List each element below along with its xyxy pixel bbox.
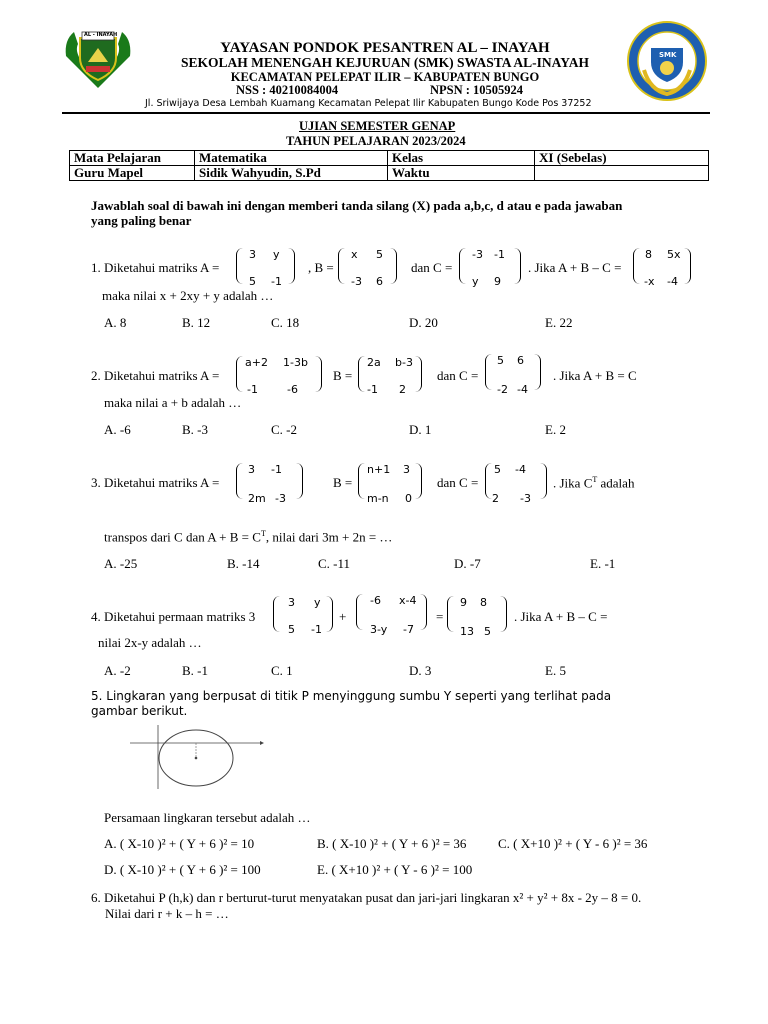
table-cell: Sidik Wahyudin, S.Pd	[195, 166, 388, 181]
matrix-cell: -x	[644, 275, 655, 288]
q4-matrix-c	[447, 596, 507, 638]
q3-suffix	[553, 475, 634, 491]
matrix-cell: 2m	[248, 492, 266, 505]
q5-option-e[interactable]: E. ( X+10 )² + ( Y - 6 )² = 100	[317, 862, 473, 877]
q1-c-label: dan C =	[411, 260, 453, 275]
exam-title: UJIAN SEMESTER GENAP	[299, 119, 456, 133]
q5-line-2: gambar berikut.	[91, 704, 188, 718]
matrix-cell: 1-3b	[283, 356, 308, 369]
q3-line-2-sup: T	[260, 529, 266, 538]
foundation-name: YAYASAN PONDOK PESANTREN AL – INAYAH	[220, 40, 550, 56]
district-line: KECAMATAN PELEPAT ILIR – KABUPATEN BUNGO	[230, 70, 540, 84]
matrix-cell: 5	[484, 625, 491, 638]
matrix-cell: x-4	[399, 594, 417, 607]
q1-matrix-result	[633, 248, 691, 288]
q3-option-c[interactable]: C. -11	[318, 556, 351, 571]
matrix-cell: 8	[645, 248, 652, 261]
matrix-cell: -6	[287, 383, 298, 396]
q3-b-label: B =	[333, 475, 353, 490]
q3-matrix-a	[236, 463, 303, 505]
q1-b-label: , B =	[308, 260, 334, 275]
exam-year: TAHUN PELAJARAN 2023/2024	[286, 134, 466, 148]
header-rule	[62, 112, 710, 114]
matrix-cell: 6	[517, 354, 524, 367]
matrix-cell: 2a	[367, 356, 381, 369]
matrix-cell: 5x	[667, 248, 681, 261]
matrix-cell: y	[314, 596, 321, 609]
table-row	[70, 166, 709, 181]
logo-right-text: SMK	[659, 51, 677, 59]
matrix-cell: -1	[494, 248, 505, 261]
matrix-cell: -1	[271, 275, 282, 288]
matrix-cell: -3	[472, 248, 483, 261]
q3-option-d[interactable]: D. -7	[454, 556, 481, 571]
matrix-cell: 5	[497, 354, 504, 367]
matrix-cell: -1	[271, 463, 282, 476]
matrix-cell: -2	[497, 383, 508, 396]
q3-line-2	[104, 529, 392, 545]
q1-matrix-b	[338, 248, 397, 288]
matrix-cell: 2	[399, 383, 406, 396]
matrix-cell: 6	[376, 275, 383, 288]
school-logo-left	[62, 26, 134, 90]
table-row	[70, 151, 709, 166]
q1-d-label: . Jika A + B – C =	[528, 260, 622, 275]
q2-b-label: B =	[333, 368, 353, 383]
matrix-cell: 8	[480, 596, 487, 609]
matrix-cell: -4	[517, 383, 528, 396]
q5-question: Persamaan lingkaran tersebut adalah …	[104, 810, 311, 825]
q4-plus: +	[339, 609, 347, 624]
table-cell: Matematika	[195, 151, 388, 166]
q2-matrix-c	[485, 354, 541, 396]
matrix-cell: 5	[376, 248, 383, 261]
q1-prefix: 1. Diketahui matriks A =	[91, 260, 220, 275]
q2-c-label: dan C =	[437, 368, 479, 383]
matrix-cell: n+1	[367, 463, 391, 476]
q4-line-2: nilai 2x-y adalah …	[98, 635, 202, 650]
q1-option-c[interactable]: C. 18	[271, 315, 300, 330]
matrix-cell: -3	[520, 492, 531, 505]
matrix-cell: b-3	[395, 356, 413, 369]
matrix-cell: a+2	[245, 356, 268, 369]
table-cell: Waktu	[388, 166, 535, 181]
matrix-cell: y	[273, 248, 280, 261]
q4-option-d[interactable]: D. 3	[409, 663, 432, 678]
q2-option-e[interactable]: E. 2	[545, 422, 566, 437]
logo-left-text: AL - INAYAH	[84, 32, 118, 38]
q1-option-d[interactable]: D. 20	[409, 315, 438, 330]
matrix-cell: y	[472, 275, 479, 288]
matrix-cell: 5	[249, 275, 256, 288]
q3-option-b[interactable]: B. -14	[227, 556, 260, 571]
q2-line-2: maka nilai a + b adalah …	[104, 395, 242, 410]
q1-line-2: maka nilai x + 2xy + y adalah …	[102, 288, 274, 303]
q5-line-1: 5. Lingkaran yang berpusat di titik P menyinggung sumbu Y seperti yang terlihat pada	[91, 689, 612, 703]
school-name: SEKOLAH MENENGAH KEJURUAN (SMK) SWASTA AL-INAYAH	[181, 55, 589, 70]
npsn-number: NPSN : 10505924	[430, 83, 524, 97]
q6-line-2: Nilai dari r + k – h = …	[105, 906, 229, 921]
q1-matrix-c	[459, 248, 521, 288]
q1-option-b[interactable]: B. 12	[182, 315, 211, 330]
matrix-cell: 3	[403, 463, 410, 476]
matrix-cell: 3	[248, 463, 255, 476]
q5-option-d[interactable]: D. ( X-10 )² + ( Y + 6 )² = 100	[104, 862, 261, 877]
q6-line-1: 6. Diketahui P (h,k) dan r berturut-turut menyatakan pusat dan jari-jari lingkaran x² + y² + 8x - 2y – 8 = 0.	[91, 890, 642, 905]
table-cell: Guru Mapel	[70, 166, 195, 181]
q3-suffix-text: . Jika C	[553, 475, 593, 491]
q2-suffix: . Jika A + B = C	[553, 368, 637, 383]
q4-option-a[interactable]: A. -2	[104, 663, 131, 678]
matrix-cell: 3	[249, 248, 256, 261]
instruction-line-2: yang paling benar	[91, 213, 192, 228]
matrix-cell: -4	[515, 463, 526, 476]
q4-equals: =	[436, 609, 444, 624]
matrix-cell: 9	[494, 275, 501, 288]
q5-option-a[interactable]: A. ( X-10 )² + ( Y + 6 )² = 10	[104, 836, 255, 851]
q4-prefix: 4. Diketahui permaan matriks 3	[91, 609, 256, 624]
matrix-cell: -4	[667, 275, 678, 288]
q2-option-d[interactable]: D. 1	[409, 422, 432, 437]
matrix-cell: -1	[311, 623, 322, 636]
q2-option-a[interactable]: A. -6	[104, 422, 131, 437]
q4-matrix-b	[356, 594, 427, 636]
table-cell: Mata Pelajaran	[70, 151, 195, 166]
matrix-cell: -7	[403, 623, 414, 636]
circle-figure	[130, 725, 264, 791]
matrix-cell: m-n	[367, 492, 389, 505]
q2-prefix: 2. Diketahui matriks A =	[91, 368, 220, 383]
q2-matrix-b	[358, 356, 422, 396]
table-cell: XI (Sebelas)	[535, 151, 709, 166]
q3-matrix-b	[358, 463, 422, 505]
exam-info-table	[69, 150, 709, 181]
q3-suffix-end: adalah	[597, 475, 635, 491]
q5-option-c[interactable]: C. ( X+10 )² + ( Y - 6 )² = 36	[498, 836, 648, 851]
matrix-cell: 13	[460, 625, 474, 638]
school-address: Jl. Sriwijaya Desa Lembah Kuamang Kecamatan Pelepat Ilir Kabupaten Bungo Kode Pos 37252	[145, 98, 592, 109]
matrix-cell: 0	[405, 492, 412, 505]
matrix-cell: 3	[288, 596, 295, 609]
q4-matrix-a	[273, 596, 333, 636]
matrix-cell: -1	[247, 383, 258, 396]
q3-option-a[interactable]: A. -25	[104, 556, 138, 571]
q3-line-2b: , nilai dari 3m + 2n = …	[265, 529, 393, 545]
q2-option-b[interactable]: B. -3	[182, 422, 208, 437]
q4-option-b[interactable]: B. -1	[182, 663, 208, 678]
q1-option-e[interactable]: E. 22	[545, 315, 573, 330]
q1-option-a[interactable]: A. 8	[104, 315, 127, 330]
table-cell: Kelas	[388, 151, 535, 166]
matrix-cell: x	[351, 248, 358, 261]
q3-suffix-sup: T	[592, 475, 598, 484]
matrix-cell: 9	[460, 596, 467, 609]
matrix-cell: -3	[275, 492, 286, 505]
q3-option-e[interactable]: E. -1	[590, 556, 616, 571]
nss-number: NSS : 40210084004	[236, 83, 339, 97]
q3-matrix-c	[485, 463, 547, 505]
q3-c-label: dan C =	[437, 475, 479, 490]
q1-matrix-a	[236, 248, 295, 288]
matrix-cell: -1	[367, 383, 378, 396]
matrix-cell: 2	[492, 492, 499, 505]
q5-option-b[interactable]: B. ( X-10 )² + ( Y + 6 )² = 36	[317, 836, 467, 851]
q2-option-c[interactable]: C. -2	[271, 422, 297, 437]
instruction-line-1: Jawablah soal di bawah ini dengan memberi tanda silang (X) pada a,b,c, d atau e pada jawaban	[91, 198, 623, 213]
matrix-cell: -6	[370, 594, 381, 607]
q4-option-e[interactable]: E. 5	[545, 663, 566, 678]
q2-matrix-a	[236, 356, 322, 396]
q4-suffix: . Jika A + B – C =	[514, 609, 608, 624]
matrix-cell: 5	[494, 463, 501, 476]
table-cell	[535, 166, 709, 181]
matrix-cell: 3-y	[370, 623, 388, 636]
q3-line-2a: transpos dari C dan A + B = C	[104, 529, 261, 545]
q4-option-c[interactable]: C. 1	[271, 663, 293, 678]
q3-prefix: 3. Diketahui matriks A =	[91, 475, 220, 490]
matrix-cell: 5	[288, 623, 295, 636]
matrix-cell: -3	[351, 275, 362, 288]
